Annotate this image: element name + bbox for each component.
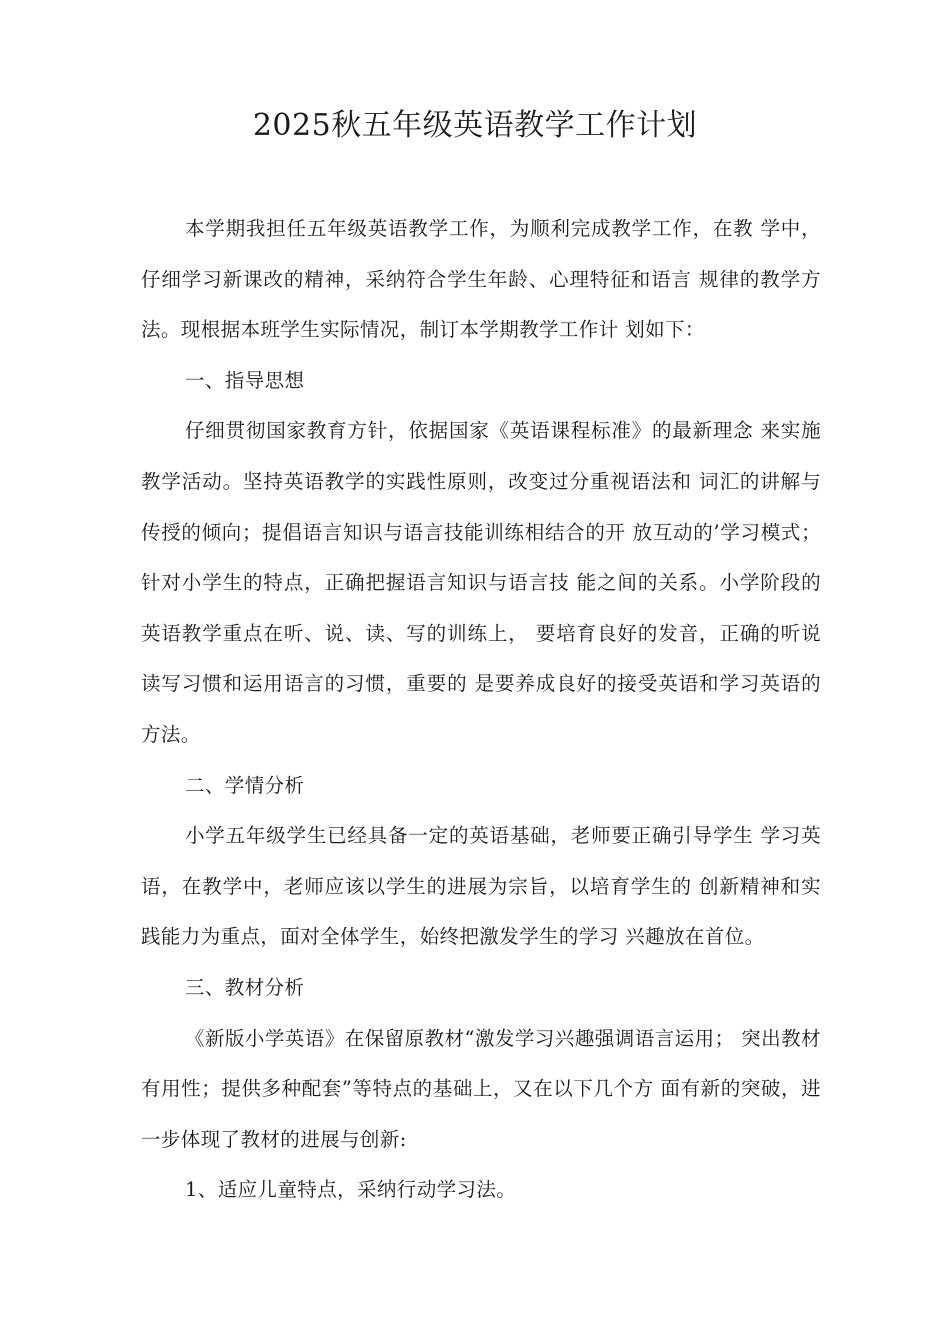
document-body — [141, 204, 821, 1216]
list-item-1: 1、适应儿童特点，采纳行动学习法。 — [185, 1178, 517, 1202]
document-title: 2025秋五年级英语教学工作计划 — [252, 108, 698, 143]
section-heading-student-analysis: 二、学情分析 — [185, 773, 305, 797]
section-heading-guiding-thought: 一、指导思想 — [185, 368, 305, 392]
intro-paragraph: 本学期我担任五年级英语教学工作，为顺利完成教学工作，在教 学中，仔细学习新课改的精神，采纳符合学生年龄、心理特征和语言 规律的教学方法。现根据本班学生实际情况，制订本学期教学工作计 划如下： — [141, 217, 821, 342]
section-heading-textbook-analysis: 三、教材分析 — [185, 975, 305, 999]
section-body-student-analysis: 小学五年级学生已经具备一定的英语基础，老师要正确引导学生 学习英语，在教学中，老师应该以学生的进展为宗旨，以培育学生的 创新精神和实践能力为重点，面对全体学生，始终把激发学生的学习 兴趣放在首位。 — [141, 824, 821, 949]
section-body-textbook-analysis: 《新版小学英语》在保留原教材“激发学习兴趣强调语言运用； 突出教材有用性；提供多种配套”等特点的基础上，又在以下几个方 面有新的突破，进一步体现了教材的进展与创新: — [141, 1026, 821, 1151]
section-body-guiding-thought: 仔细贯彻国家教育方针，依据国家《英语课程标准》的最新理念 来实施教学活动。坚持英语教学的实践性原则，改变过分重视语法和 词汇的讲解与传授的倾向；提倡语言知识与语言技能训练相结合的开 放互动的’学习模式；针对小学生的特点，正确把握语言知识与语言技 能之间的关系。小学阶段的英语教学重点在听、说、读、写的训练上， 要培育良好的发音，正确的听说读写习惯和运用语言的习惯，重要的 是要养成良好的接受英语和学习英语的方法。 — [141, 419, 821, 746]
